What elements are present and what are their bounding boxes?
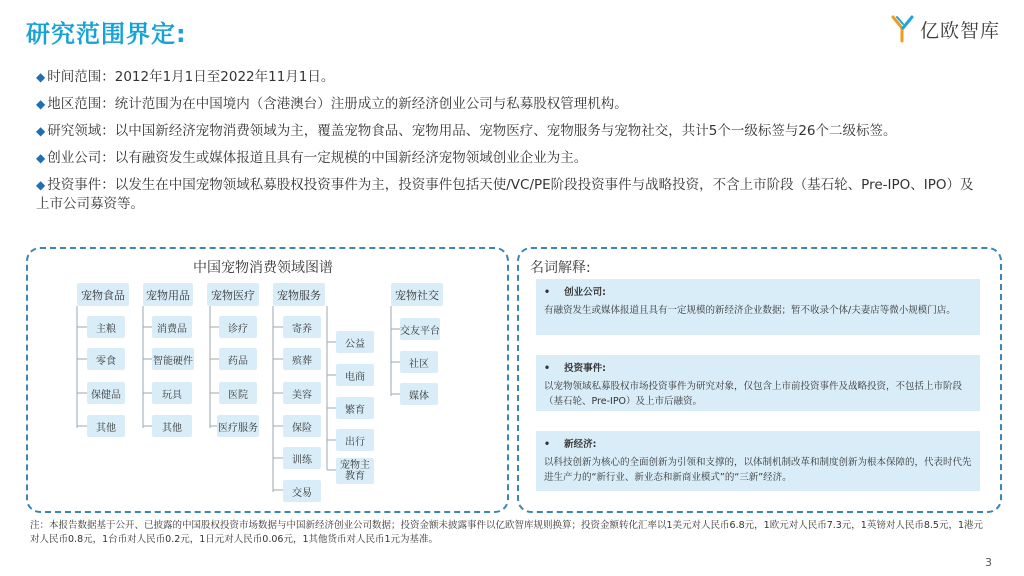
- bullet-text: 创业公司：以有融资发生或媒体报道且具有一定规模的中国新经济宠物领域创业企业为主。: [47, 150, 588, 166]
- map-item: 医疗服务: [217, 415, 259, 437]
- map-subitem: 出行: [336, 429, 374, 451]
- bullet-dot-icon: •: [544, 439, 551, 450]
- map-subitem: 电商: [336, 364, 374, 386]
- map-subitem: 宠物主教育: [336, 458, 374, 484]
- page-title: 研究范围界定:: [26, 20, 187, 48]
- map-item: 主粮: [87, 316, 125, 338]
- map-item: 消费品: [152, 316, 192, 338]
- diamond-icon: ◆: [36, 70, 46, 84]
- glossary-text: 以科技创新为核心的全面创新为引领和支撑的，以体制机制改革和制度创新为根本保障的，代表时代先进生产力的“新行业、新业态和新商业模式”的“三新”经济。: [544, 457, 972, 483]
- map-item: 保健品: [87, 382, 125, 404]
- map-item: 美容: [283, 382, 321, 404]
- map-item: 诊疗: [219, 316, 257, 338]
- map-item: 零食: [87, 348, 125, 370]
- bullet-text: 投资事件：以发生在中国宠物领域私募股权投资事件为主，投资事件包括天使/VC/PE阶段投资事件与战略投资，不含上市阶段（基石轮、Pre-IPO、IPO）及上市公司募资等。: [36, 177, 974, 212]
- glossary-text: 以宠物领域私募股权市场投资事件为研究对象，仅包含上市前投资事件及战略投资，不包括上市阶段（基石轮、Pre-IPO）及上市后融资。: [544, 381, 963, 407]
- map-item: 寄养: [283, 316, 321, 338]
- diamond-icon: ◆: [36, 97, 46, 111]
- glossary-entry: [536, 355, 980, 411]
- map-subitem: 繁育: [336, 397, 374, 419]
- footnote: 注：本报告数据基于公开、已披露的中国股权投资市场数据与中国新经济创业公司数据；投资金额未披露事件以亿欧智库规则换算；投资金额转化汇率以1美元对人民币6.8元，1欧元对人民币7.3元，1英镑对人民币8.5元，1港元对人民币0.8元，1台币对人民币0.2元，1日元对人民币0.06元，1其他货币对人民币1元为基准。: [30, 520, 984, 545]
- glossary-title: 名词解释:: [530, 260, 591, 276]
- map-item: 训练: [283, 447, 321, 469]
- category-pet-social: 宠物社交: [391, 283, 443, 306]
- map-item: 药品: [219, 348, 257, 370]
- category-pet-medical: 宠物医疗: [207, 283, 259, 306]
- diamond-icon: ◆: [36, 124, 46, 138]
- map-item: 媒体: [400, 383, 438, 405]
- map-item: 智能硬件: [152, 348, 194, 370]
- logo-text: 亿欧智库: [920, 19, 1001, 42]
- map-item: 玩具: [152, 382, 192, 404]
- glossary-term: • 新经济:: [544, 439, 597, 450]
- bullet-text: 地区范围：统计范围为在中国境内（含港澳台）注册成立的新经济创业公司与私募股权管理机构。: [47, 96, 628, 112]
- map-item: 其他: [152, 415, 192, 437]
- bullet-dot-icon: •: [544, 287, 551, 298]
- glossary-text: 有融资发生或媒体报道且具有一定规模的新经济企业数据；暂不收录个体/夫妻店等微小规模门店。: [544, 305, 956, 316]
- map-item: 殡葬: [283, 348, 321, 370]
- map-item: 社区: [400, 351, 438, 373]
- category-pet-service: 宠物服务: [273, 283, 325, 306]
- glossary-entry: [536, 431, 980, 491]
- pet-map-title: 中国宠物消费领域图谱: [193, 260, 333, 276]
- diamond-icon: ◆: [36, 151, 46, 165]
- map-item: 交易: [283, 480, 321, 502]
- map-item: 保险: [283, 415, 321, 437]
- category-pet-supplies: 宠物用品: [143, 283, 193, 306]
- glossary-entry: [536, 279, 980, 335]
- page-number: 3: [985, 556, 992, 569]
- glossary-term: • 创业公司:: [544, 287, 606, 298]
- map-item: 其他: [87, 415, 125, 437]
- map-item: 交友平台: [400, 318, 440, 340]
- map-subitem: 公益: [336, 331, 374, 353]
- diamond-icon: ◆: [36, 178, 46, 192]
- category-pet-food: 宠物食品: [77, 283, 129, 306]
- map-item: 医院: [219, 382, 257, 404]
- glossary-term: • 投资事件:: [544, 363, 606, 374]
- bullet-text: 时间范围：2012年1月1日至2022年11月1日。: [47, 69, 335, 85]
- bullet-dot-icon: •: [544, 363, 551, 374]
- bullet-text: 研究领域：以中国新经济宠物消费领域为主，覆盖宠物食品、宠物用品、宠物医疗、宠物服务与宠物社交，共计5个一级标签与26个二级标签。: [47, 123, 897, 139]
